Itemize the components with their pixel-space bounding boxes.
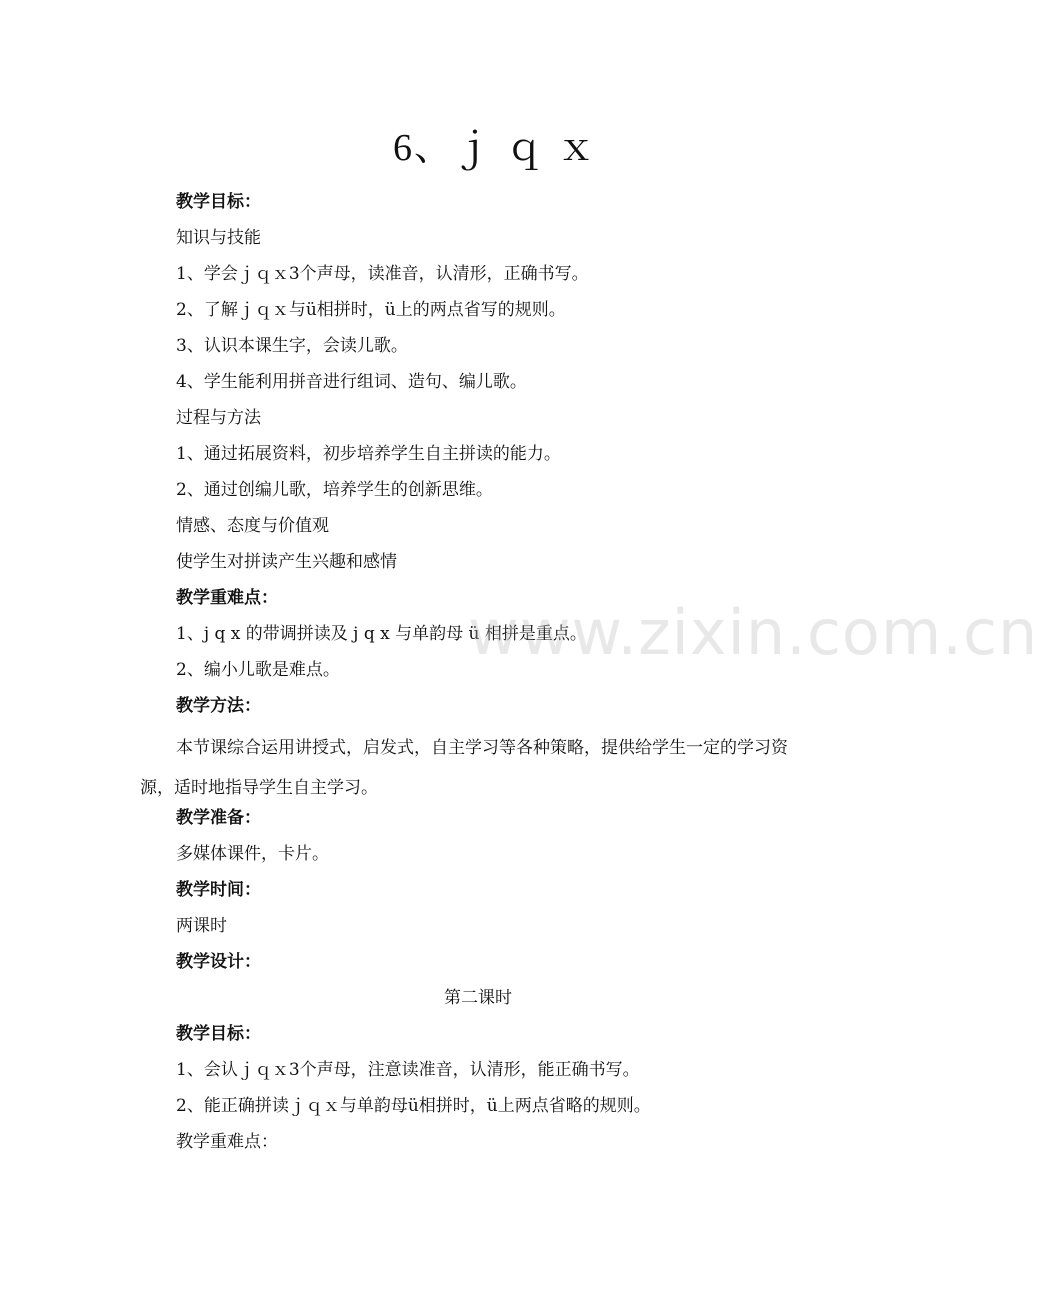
goal-item-2: 2、了解ｊｑｘ与ü相拼时，ü上的两点省写的规则。 [176,300,566,320]
goal2-item-2: 2、能正确拼读ｊｑｘ与单韵母ü相拼时，ü上两点省略的规则。 [176,1096,651,1116]
process-item-2: 2、通过创编儿歌，培养学生的创新思维。 [176,480,493,500]
goal-item-3: 3、认识本课生字，会读儿歌。 [176,336,408,356]
prep-item: 多媒体课件，卡片。 [176,844,329,864]
heading-teaching-goals-2: 教学目标： [176,1024,261,1044]
heading-key-difficulties: 教学重难点： [176,588,278,608]
heading-teaching-method: 教学方法： [176,696,261,716]
subheading-process-method: 过程与方法 [176,408,261,428]
method-paragraph-text: 本节课综合运用讲授式，启发式，自主学习等各种策略，提供给学生一定的学习资源，适时地指导学生自主学习。 [140,738,788,798]
difficulty-item-1: 1、j q x 的带调拼读及 j q x 与单韵母 ü 相拼是重点。 [176,624,587,644]
document-title: 6、ｊ ｑ ｘ [392,127,597,169]
goal-item-4: 4、学生能利用拼音进行组词、造句、编儿歌。 [176,372,527,392]
heading-teaching-design: 教学设计： [176,952,261,972]
section-second-lesson: 第二课时 [444,988,512,1008]
process-item-1: 1、通过拓展资料，初步培养学生自主拼读的能力。 [176,444,561,464]
emotion-item: 使学生对拼读产生兴趣和感情 [176,552,397,572]
heading-teaching-goals: 教学目标： [176,192,261,212]
watermark: www.zixin.com.cn [468,596,1038,669]
subheading-emotion-values: 情感、态度与价值观 [176,516,329,536]
time-item: 两课时 [176,916,227,936]
heading-teaching-prep: 教学准备： [176,808,261,828]
goal2-item-1: 1、会认ｊｑｘ3个声母，注意读准音，认清形，能正确书写。 [176,1060,640,1080]
goal-item-1: 1、学会ｊｑｘ3个声母，读准音，认清形，正确书写。 [176,264,589,284]
subheading-knowledge-skills: 知识与技能 [176,228,261,248]
heading-teaching-time: 教学时间： [176,880,261,900]
heading-key-difficulties-2: 教学重难点： [176,1132,278,1152]
difficulty-item-2: 2、编小儿歌是难点。 [176,660,340,680]
method-paragraph [140,728,790,808]
